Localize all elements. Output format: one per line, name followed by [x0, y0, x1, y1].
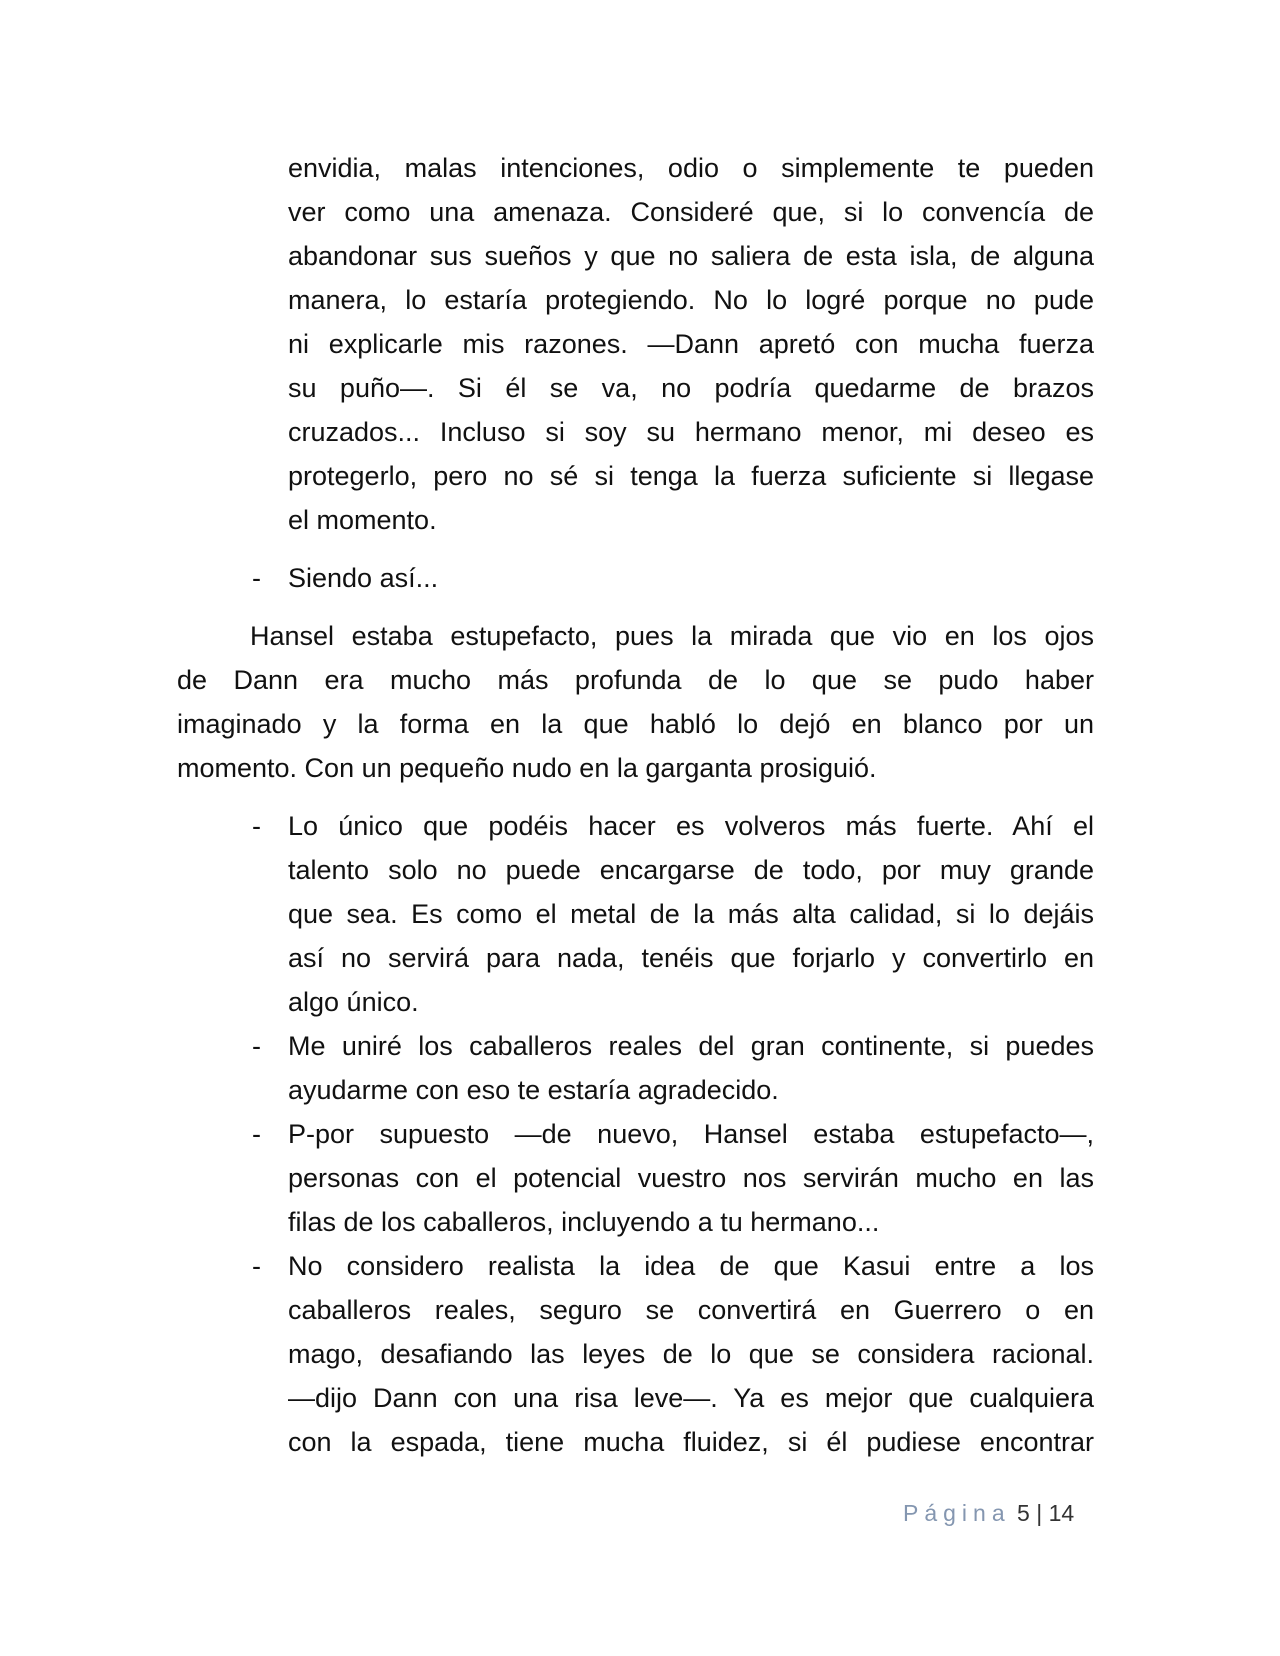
- paragraph-continuation: [177, 146, 1094, 542]
- page-footer: [903, 1500, 1074, 1527]
- text-line: talento solo no puede encargarse de todo, por muy grande: [288, 855, 1094, 885]
- text-line: ver como una amenaza. Consideré que, si lo convencía de: [288, 197, 1094, 227]
- page-number: 5: [1017, 1500, 1030, 1526]
- text-line: el momento.: [288, 505, 437, 535]
- text-line: ayudarme con eso te estaría agradecido.: [288, 1075, 779, 1105]
- text-line: que sea. Es como el metal de la más alta calidad, si lo dejáis: [288, 899, 1094, 929]
- page-label: Página: [903, 1500, 1011, 1526]
- paragraph: [177, 614, 1094, 790]
- text-line: envidia, malas intenciones, odio o simplemente te pueden: [288, 153, 1094, 183]
- document-body: [177, 146, 1094, 1464]
- text-line: así no servirá para nada, tenéis que forjarlo y convertirlo en: [288, 943, 1094, 973]
- dash-marker: -: [252, 811, 261, 841]
- dash-marker: -: [252, 1031, 261, 1061]
- text-line: personas con el potencial vuestro nos servirán mucho en las: [288, 1163, 1094, 1193]
- page-total: 14: [1048, 1500, 1075, 1526]
- dialogue-item: [177, 1244, 1094, 1464]
- text-line: con la espada, tiene mucha fluidez, si él pudiese encontrar: [288, 1427, 1094, 1457]
- text-line: abandonar sus sueños y que no saliera de esta isla, de alguna: [288, 241, 1094, 271]
- text-line: imaginado y la forma en la que habló lo dejó en blanco por un: [177, 709, 1094, 739]
- text-line: Hansel estaba estupefacto, pues la mirada que vio en los ojos: [250, 621, 1094, 651]
- text-line: ni explicarle mis razones. —Dann apretó con mucha fuerza: [288, 329, 1094, 359]
- text-line: Me uniré los caballeros reales del gran continente, si puedes: [288, 1031, 1094, 1061]
- text-line: filas de los caballeros, incluyendo a tu hermano...: [288, 1207, 880, 1237]
- text-line: su puño—. Si él se va, no podría quedarme de brazos: [288, 373, 1094, 403]
- text-line: caballeros reales, seguro se convertirá en Guerrero o en: [288, 1295, 1094, 1325]
- text-line: P-por supuesto —de nuevo, Hansel estaba estupefacto—,: [288, 1119, 1094, 1149]
- text-line: cruzados... Incluso si soy su hermano menor, mi deseo es: [288, 417, 1094, 447]
- text-line: de Dann era mucho más profunda de lo que se pudo haber: [177, 665, 1094, 695]
- dialogue-item: [177, 1024, 1094, 1112]
- text-line: protegerlo, pero no sé si tenga la fuerza suficiente si llegase: [288, 461, 1094, 491]
- dialogue-item: [177, 556, 1094, 600]
- text-line: manera, lo estaría protegiendo. No lo logré porque no pude: [288, 285, 1094, 315]
- text-line: momento. Con un pequeño nudo en la garganta prosiguió.: [177, 753, 877, 783]
- page-separator: |: [1036, 1500, 1043, 1526]
- text-line: No considero realista la idea de que Kasui entre a los: [288, 1251, 1094, 1281]
- dash-marker: -: [252, 1119, 261, 1149]
- text-line: —dijo Dann con una risa leve—. Ya es mejor que cualquiera: [288, 1383, 1094, 1413]
- dash-marker: -: [252, 1251, 261, 1281]
- dash-marker: -: [252, 563, 261, 593]
- text-line: mago, desafiando las leyes de lo que se considera racional.: [288, 1339, 1094, 1369]
- dialogue-item: [177, 804, 1094, 1024]
- dialogue-item: [177, 1112, 1094, 1244]
- text-line: Lo único que podéis hacer es volveros más fuerte. Ahí el: [288, 811, 1094, 841]
- text-line: Siendo así...: [288, 563, 439, 593]
- text-line: algo único.: [288, 987, 419, 1017]
